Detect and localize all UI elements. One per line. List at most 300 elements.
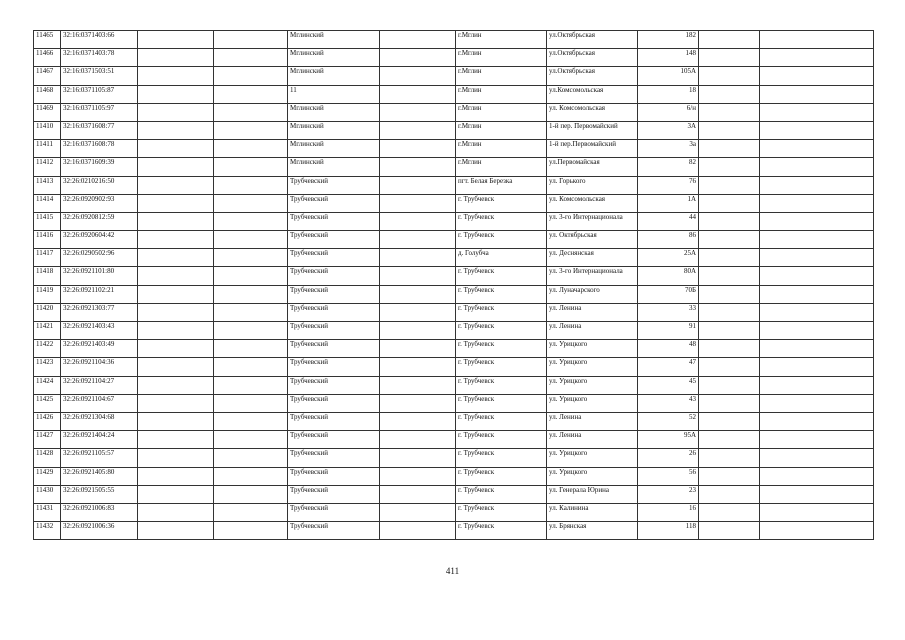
district-cell: Трубчевский xyxy=(288,394,380,412)
row-number-cell: 11427 xyxy=(34,431,61,449)
empty-col-5-cell xyxy=(760,140,874,158)
empty-col-4-cell xyxy=(699,358,760,376)
district-cell: Мглинский xyxy=(288,31,380,49)
cadastral-number-cell: 32:26:0920812:59 xyxy=(61,212,138,230)
empty-col-5-cell xyxy=(760,121,874,139)
empty-col-3-cell xyxy=(380,322,456,340)
empty-col-1-cell xyxy=(138,340,214,358)
empty-col-4-cell xyxy=(699,67,760,85)
locality-cell: д. Голубча xyxy=(456,249,547,267)
house-number-cell: 52 xyxy=(638,412,699,430)
table-row xyxy=(34,67,874,85)
cadastral-number-cell: 32:16:0371608:77 xyxy=(61,121,138,139)
empty-col-1-cell xyxy=(138,176,214,194)
empty-col-5-cell xyxy=(760,485,874,503)
empty-col-2-cell xyxy=(214,176,288,194)
locality-cell: г.Мглин xyxy=(456,140,547,158)
locality-cell: г. Трубчевск xyxy=(456,485,547,503)
table-row xyxy=(34,449,874,467)
table-row xyxy=(34,412,874,430)
cadastral-number-cell: 32:26:0921102:21 xyxy=(61,285,138,303)
table-row xyxy=(34,394,874,412)
street-cell: ул. Брянская xyxy=(547,522,638,540)
row-number-cell: 11423 xyxy=(34,358,61,376)
empty-col-1-cell xyxy=(138,158,214,176)
district-cell: Трубчевский xyxy=(288,503,380,521)
row-number-cell: 11430 xyxy=(34,485,61,503)
empty-col-1-cell xyxy=(138,394,214,412)
cadastral-number-cell: 32:16:0371608:78 xyxy=(61,140,138,158)
row-number-cell: 11467 xyxy=(34,67,61,85)
empty-col-4-cell xyxy=(699,31,760,49)
cadastral-number-cell: 32:26:0921105:57 xyxy=(61,449,138,467)
locality-cell: г.Мглин xyxy=(456,31,547,49)
cadastral-number-cell: 32:26:0921101:80 xyxy=(61,267,138,285)
cadastral-number-cell: 32:26:0921006:83 xyxy=(61,503,138,521)
empty-col-5-cell xyxy=(760,31,874,49)
cadastral-number-cell: 32:26:0210216:50 xyxy=(61,176,138,194)
table-row xyxy=(34,49,874,67)
street-cell: ул. Комсомольская xyxy=(547,103,638,121)
cadastral-number-cell: 32:26:0290502:96 xyxy=(61,249,138,267)
locality-cell: г.Мглин xyxy=(456,103,547,121)
empty-col-4-cell xyxy=(699,121,760,139)
street-cell: ул.Октябрьская xyxy=(547,49,638,67)
cadastral-number-cell: 32:16:0371105:87 xyxy=(61,85,138,103)
house-number-cell: 23 xyxy=(638,485,699,503)
empty-col-1-cell xyxy=(138,303,214,321)
empty-col-5-cell xyxy=(760,322,874,340)
table-row xyxy=(34,485,874,503)
empty-col-5-cell xyxy=(760,103,874,121)
empty-col-2-cell xyxy=(214,376,288,394)
house-number-cell: 25А xyxy=(638,249,699,267)
empty-col-4-cell xyxy=(699,449,760,467)
locality-cell: г.Мглин xyxy=(456,85,547,103)
district-cell: Трубчевский xyxy=(288,249,380,267)
empty-col-5-cell xyxy=(760,394,874,412)
locality-cell: г. Трубчевск xyxy=(456,303,547,321)
table-row xyxy=(34,376,874,394)
empty-col-1-cell xyxy=(138,522,214,540)
empty-col-2-cell xyxy=(214,485,288,503)
table-row xyxy=(34,431,874,449)
house-number-cell: 80А xyxy=(638,267,699,285)
locality-cell: г. Трубчевск xyxy=(456,358,547,376)
empty-col-5-cell xyxy=(760,158,874,176)
district-cell: Мглинский xyxy=(288,121,380,139)
house-number-cell: 86 xyxy=(638,231,699,249)
district-cell: Мглинский xyxy=(288,158,380,176)
table-row xyxy=(34,140,874,158)
cadastral-number-cell: 32:26:0921104:27 xyxy=(61,376,138,394)
district-cell: Трубчевский xyxy=(288,194,380,212)
house-number-cell: 44 xyxy=(638,212,699,230)
empty-col-1-cell xyxy=(138,322,214,340)
empty-col-1-cell xyxy=(138,267,214,285)
empty-col-1-cell xyxy=(138,431,214,449)
empty-col-4-cell xyxy=(699,522,760,540)
empty-col-3-cell xyxy=(380,285,456,303)
street-cell: ул. Генерала Юрина xyxy=(547,485,638,503)
cadastral-number-cell: 32:16:0371403:66 xyxy=(61,31,138,49)
empty-col-3-cell xyxy=(380,449,456,467)
empty-col-2-cell xyxy=(214,158,288,176)
street-cell: 1-й пер.Первомайский xyxy=(547,140,638,158)
empty-col-1-cell xyxy=(138,249,214,267)
street-cell: ул. 3-го Интернационала xyxy=(547,212,638,230)
locality-cell: г. Трубчевск xyxy=(456,376,547,394)
house-number-cell: 82 xyxy=(638,158,699,176)
empty-col-4-cell xyxy=(699,303,760,321)
empty-col-1-cell xyxy=(138,231,214,249)
empty-col-2-cell xyxy=(214,67,288,85)
empty-col-2-cell xyxy=(214,358,288,376)
cadastral-number-cell: 32:26:0921505:55 xyxy=(61,485,138,503)
empty-col-3-cell xyxy=(380,267,456,285)
row-number-cell: 11418 xyxy=(34,267,61,285)
empty-col-2-cell xyxy=(214,85,288,103)
cadastral-number-cell: 32:26:0921304:68 xyxy=(61,412,138,430)
empty-col-4-cell xyxy=(699,285,760,303)
street-cell: ул. Урицкого xyxy=(547,467,638,485)
row-number-cell: 11468 xyxy=(34,85,61,103)
district-cell: Трубчевский xyxy=(288,376,380,394)
row-number-cell: 11422 xyxy=(34,340,61,358)
street-cell: ул.Октябрьская xyxy=(547,67,638,85)
locality-cell: г. Трубчевск xyxy=(456,522,547,540)
empty-col-4-cell xyxy=(699,503,760,521)
empty-col-3-cell xyxy=(380,49,456,67)
street-cell: ул. Урицкого xyxy=(547,340,638,358)
locality-cell: г. Трубчевск xyxy=(456,212,547,230)
empty-col-2-cell xyxy=(214,121,288,139)
district-cell: Трубчевский xyxy=(288,467,380,485)
empty-col-2-cell xyxy=(214,31,288,49)
empty-col-2-cell xyxy=(214,194,288,212)
empty-col-1-cell xyxy=(138,212,214,230)
house-number-cell: 95А xyxy=(638,431,699,449)
locality-cell: г. Трубчевск xyxy=(456,412,547,430)
empty-col-1-cell xyxy=(138,358,214,376)
locality-cell: г. Трубчевск xyxy=(456,467,547,485)
district-cell: Мглинский xyxy=(288,103,380,121)
empty-col-1-cell xyxy=(138,121,214,139)
street-cell: ул.Октябрьская xyxy=(547,31,638,49)
empty-col-2-cell xyxy=(214,503,288,521)
empty-col-4-cell xyxy=(699,467,760,485)
empty-col-2-cell xyxy=(214,431,288,449)
locality-cell: г. Трубчевск xyxy=(456,194,547,212)
empty-col-4-cell xyxy=(699,140,760,158)
table-row xyxy=(34,340,874,358)
district-cell: Трубчевский xyxy=(288,358,380,376)
empty-col-4-cell xyxy=(699,176,760,194)
empty-col-3-cell xyxy=(380,394,456,412)
district-cell: Мглинский xyxy=(288,140,380,158)
row-number-cell: 11412 xyxy=(34,158,61,176)
locality-cell: г.Мглин xyxy=(456,158,547,176)
empty-col-3-cell xyxy=(380,503,456,521)
table-row xyxy=(34,322,874,340)
empty-col-3-cell xyxy=(380,376,456,394)
street-cell: ул. Урицкого xyxy=(547,376,638,394)
cadastral-number-cell: 32:26:0921404:24 xyxy=(61,431,138,449)
cadastral-number-cell: 32:26:0921403:43 xyxy=(61,322,138,340)
house-number-cell: 1А xyxy=(638,194,699,212)
house-number-cell: 3А xyxy=(638,121,699,139)
table-row xyxy=(34,358,874,376)
empty-col-5-cell xyxy=(760,85,874,103)
empty-col-3-cell xyxy=(380,85,456,103)
empty-col-5-cell xyxy=(760,503,874,521)
empty-col-4-cell xyxy=(699,431,760,449)
empty-col-2-cell xyxy=(214,303,288,321)
locality-cell: г.Мглин xyxy=(456,121,547,139)
district-cell: Мглинский xyxy=(288,49,380,67)
row-number-cell: 11417 xyxy=(34,249,61,267)
district-cell: Трубчевский xyxy=(288,412,380,430)
table-row xyxy=(34,467,874,485)
table-row xyxy=(34,522,874,540)
empty-col-5-cell xyxy=(760,376,874,394)
row-number-cell: 11432 xyxy=(34,522,61,540)
empty-col-4-cell xyxy=(699,412,760,430)
row-number-cell: 11421 xyxy=(34,322,61,340)
empty-col-3-cell xyxy=(380,212,456,230)
district-cell: Трубчевский xyxy=(288,212,380,230)
street-cell: ул. Луначарского xyxy=(547,285,638,303)
district-cell: Трубчевский xyxy=(288,285,380,303)
empty-col-3-cell xyxy=(380,103,456,121)
empty-col-5-cell xyxy=(760,231,874,249)
empty-col-5-cell xyxy=(760,358,874,376)
empty-col-2-cell xyxy=(214,140,288,158)
street-cell: ул. Урицкого xyxy=(547,358,638,376)
empty-col-5-cell xyxy=(760,285,874,303)
empty-col-4-cell xyxy=(699,231,760,249)
empty-col-2-cell xyxy=(214,340,288,358)
empty-col-1-cell xyxy=(138,194,214,212)
empty-col-4-cell xyxy=(699,394,760,412)
table-row xyxy=(34,158,874,176)
house-number-cell: 76 xyxy=(638,176,699,194)
table-row xyxy=(34,85,874,103)
house-number-cell: 6/н xyxy=(638,103,699,121)
empty-col-2-cell xyxy=(214,249,288,267)
empty-col-2-cell xyxy=(214,267,288,285)
empty-col-4-cell xyxy=(699,212,760,230)
row-number-cell: 11469 xyxy=(34,103,61,121)
empty-col-4-cell xyxy=(699,103,760,121)
house-number-cell: 70Б xyxy=(638,285,699,303)
empty-col-1-cell xyxy=(138,449,214,467)
locality-cell: г. Трубчевск xyxy=(456,394,547,412)
locality-cell: г. Трубчевск xyxy=(456,340,547,358)
house-number-cell: 43 xyxy=(638,394,699,412)
empty-col-3-cell xyxy=(380,467,456,485)
table-row xyxy=(34,176,874,194)
row-number-cell: 11429 xyxy=(34,467,61,485)
district-cell: Трубчевский xyxy=(288,267,380,285)
empty-col-1-cell xyxy=(138,285,214,303)
empty-col-4-cell xyxy=(699,49,760,67)
empty-col-2-cell xyxy=(214,449,288,467)
street-cell: ул. Ленина xyxy=(547,322,638,340)
row-number-cell: 11413 xyxy=(34,176,61,194)
empty-col-5-cell xyxy=(760,49,874,67)
table-row xyxy=(34,231,874,249)
empty-col-3-cell xyxy=(380,231,456,249)
row-number-cell: 11410 xyxy=(34,121,61,139)
empty-col-3-cell xyxy=(380,31,456,49)
district-cell: Трубчевский xyxy=(288,231,380,249)
street-cell: 1-й пер. Первомайский xyxy=(547,121,638,139)
row-number-cell: 11431 xyxy=(34,503,61,521)
street-cell: ул. Калинина xyxy=(547,503,638,521)
row-number-cell: 11425 xyxy=(34,394,61,412)
empty-col-5-cell xyxy=(760,67,874,85)
empty-col-1-cell xyxy=(138,31,214,49)
house-number-cell: 118 xyxy=(638,522,699,540)
house-number-cell: 16 xyxy=(638,503,699,521)
district-cell: Трубчевский xyxy=(288,303,380,321)
table-row xyxy=(34,212,874,230)
cadastral-number-cell: 32:26:0920604:42 xyxy=(61,231,138,249)
house-number-cell: 45 xyxy=(638,376,699,394)
house-number-cell: 105А xyxy=(638,67,699,85)
empty-col-5-cell xyxy=(760,412,874,430)
street-cell: ул. Ленина xyxy=(547,412,638,430)
row-number-cell: 11414 xyxy=(34,194,61,212)
row-number-cell: 11420 xyxy=(34,303,61,321)
empty-col-2-cell xyxy=(214,285,288,303)
empty-col-2-cell xyxy=(214,394,288,412)
locality-cell: г. Трубчевск xyxy=(456,449,547,467)
empty-col-1-cell xyxy=(138,85,214,103)
row-number-cell: 11465 xyxy=(34,31,61,49)
empty-col-1-cell xyxy=(138,376,214,394)
row-number-cell: 11411 xyxy=(34,140,61,158)
empty-col-3-cell xyxy=(380,485,456,503)
row-number-cell: 11415 xyxy=(34,212,61,230)
page-number: 411 xyxy=(445,566,460,576)
cadastral-number-cell: 32:26:0921405:80 xyxy=(61,467,138,485)
locality-cell: пгт. Белая Березка xyxy=(456,176,547,194)
empty-col-2-cell xyxy=(214,467,288,485)
locality-cell: г. Трубчевск xyxy=(456,267,547,285)
table-row xyxy=(34,249,874,267)
empty-col-5-cell xyxy=(760,176,874,194)
empty-col-2-cell xyxy=(214,103,288,121)
empty-col-3-cell xyxy=(380,412,456,430)
street-cell: ул. Комсомольская xyxy=(547,194,638,212)
locality-cell: г. Трубчевск xyxy=(456,322,547,340)
empty-col-5-cell xyxy=(760,303,874,321)
row-number-cell: 11428 xyxy=(34,449,61,467)
empty-col-1-cell xyxy=(138,140,214,158)
empty-col-3-cell xyxy=(380,340,456,358)
empty-col-4-cell xyxy=(699,85,760,103)
empty-col-1-cell xyxy=(138,467,214,485)
street-cell: ул. Деснянская xyxy=(547,249,638,267)
empty-col-5-cell xyxy=(760,431,874,449)
empty-col-3-cell xyxy=(380,176,456,194)
empty-col-2-cell xyxy=(214,49,288,67)
table-row xyxy=(34,303,874,321)
registry-table-body xyxy=(34,31,874,540)
street-cell: ул. Урицкого xyxy=(547,449,638,467)
house-number-cell: 33 xyxy=(638,303,699,321)
empty-col-1-cell xyxy=(138,49,214,67)
street-cell: ул. 3-го Интернационала xyxy=(547,267,638,285)
empty-col-5-cell xyxy=(760,267,874,285)
cadastral-number-cell: 32:26:0920902:93 xyxy=(61,194,138,212)
empty-col-3-cell xyxy=(380,194,456,212)
house-number-cell: 56 xyxy=(638,467,699,485)
district-cell: Мглинский xyxy=(288,67,380,85)
empty-col-4-cell xyxy=(699,194,760,212)
empty-col-2-cell xyxy=(214,522,288,540)
street-cell: ул. Горького xyxy=(547,176,638,194)
cadastral-number-cell: 32:16:0371503:51 xyxy=(61,67,138,85)
empty-col-2-cell xyxy=(214,322,288,340)
house-number-cell: 48 xyxy=(638,340,699,358)
row-number-cell: 11419 xyxy=(34,285,61,303)
cadastral-number-cell: 32:26:0921303:77 xyxy=(61,303,138,321)
cadastral-number-cell: 32:26:0921403:49 xyxy=(61,340,138,358)
empty-col-3-cell xyxy=(380,522,456,540)
table-row xyxy=(34,103,874,121)
locality-cell: г. Трубчевск xyxy=(456,431,547,449)
cadastral-number-cell: 32:26:0921104:36 xyxy=(61,358,138,376)
empty-col-3-cell xyxy=(380,67,456,85)
locality-cell: г. Трубчевск xyxy=(456,503,547,521)
district-cell: Трубчевский xyxy=(288,485,380,503)
empty-col-5-cell xyxy=(760,467,874,485)
table-row xyxy=(34,285,874,303)
house-number-cell: 18 xyxy=(638,85,699,103)
district-cell: Трубчевский xyxy=(288,340,380,358)
empty-col-2-cell xyxy=(214,212,288,230)
house-number-cell: 148 xyxy=(638,49,699,67)
table-row xyxy=(34,503,874,521)
empty-col-3-cell xyxy=(380,249,456,267)
cadastral-number-cell: 32:16:0371609:39 xyxy=(61,158,138,176)
empty-col-1-cell xyxy=(138,67,214,85)
empty-col-3-cell xyxy=(380,121,456,139)
cadastral-number-cell: 32:26:0921006:36 xyxy=(61,522,138,540)
empty-col-3-cell xyxy=(380,431,456,449)
district-cell: Трубчевский xyxy=(288,449,380,467)
street-cell: ул. Ленина xyxy=(547,303,638,321)
cadastral-number-cell: 32:16:0371105:97 xyxy=(61,103,138,121)
empty-col-4-cell xyxy=(699,340,760,358)
empty-col-4-cell xyxy=(699,376,760,394)
empty-col-2-cell xyxy=(214,231,288,249)
row-number-cell: 11466 xyxy=(34,49,61,67)
empty-col-1-cell xyxy=(138,412,214,430)
empty-col-5-cell xyxy=(760,340,874,358)
house-number-cell: 47 xyxy=(638,358,699,376)
empty-col-4-cell xyxy=(699,322,760,340)
empty-col-1-cell xyxy=(138,103,214,121)
empty-col-3-cell xyxy=(380,158,456,176)
empty-col-3-cell xyxy=(380,358,456,376)
table-row xyxy=(34,194,874,212)
table-row xyxy=(34,267,874,285)
street-cell: ул. Урицкого xyxy=(547,394,638,412)
